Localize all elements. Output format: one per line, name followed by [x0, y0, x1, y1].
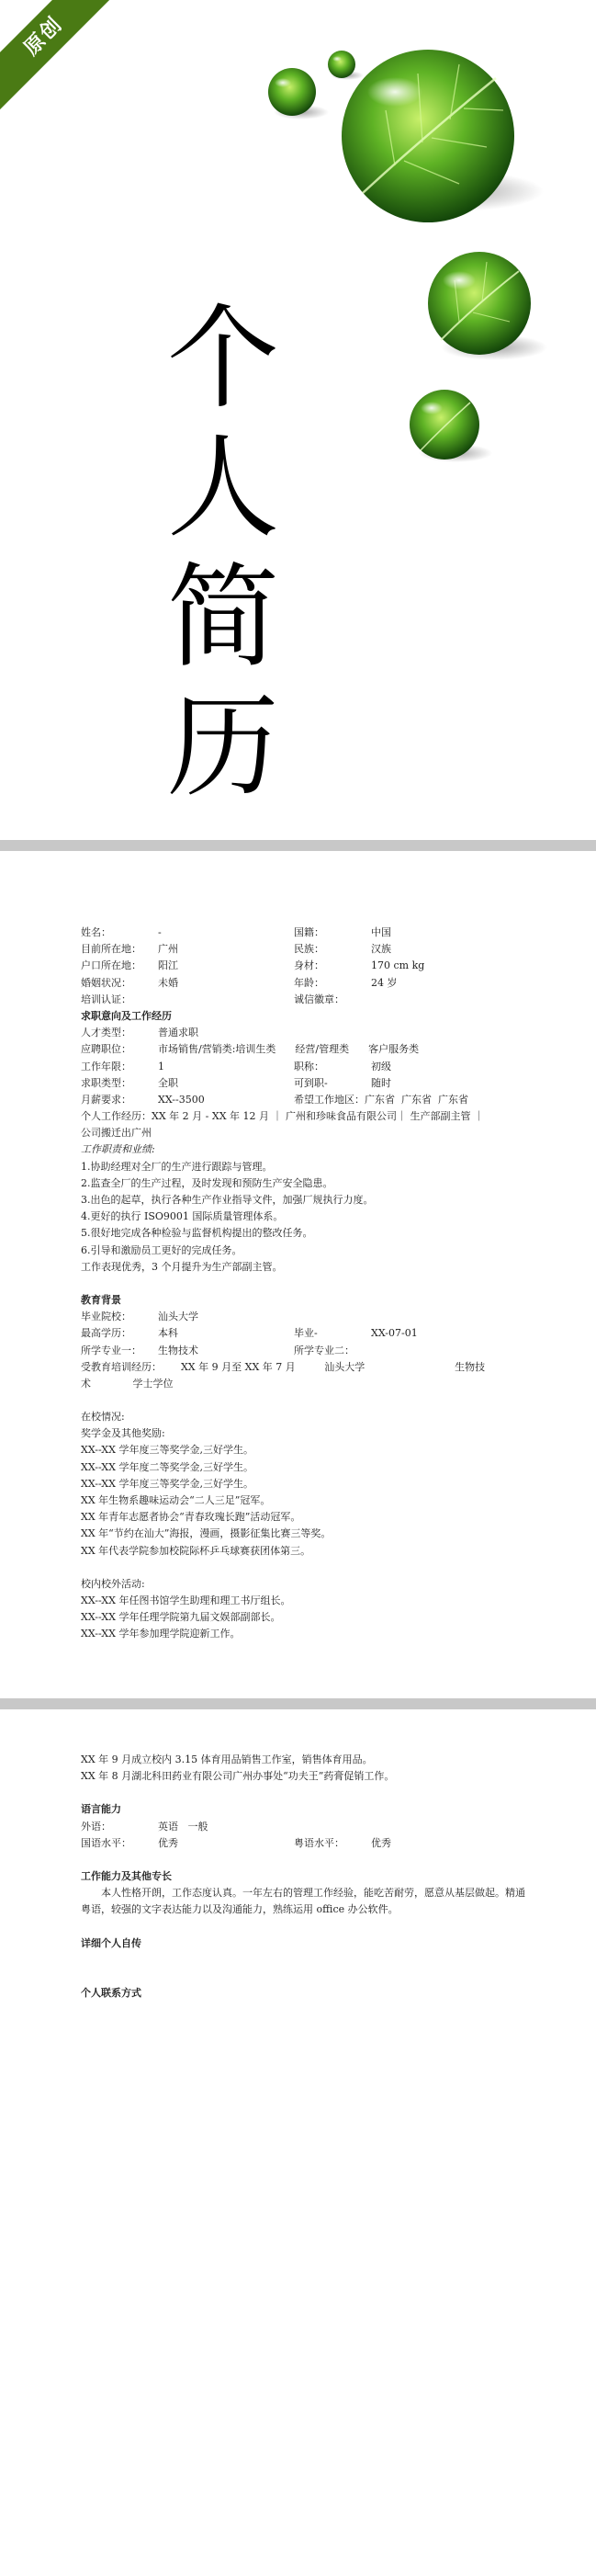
award-item: XX 年青年志愿者协会“青春玫瑰长跑”活动冠军。 [81, 1511, 301, 1524]
foreign-language-value: 英语 一般 [158, 1820, 208, 1833]
cover-page [0, 0, 596, 840]
duty-item: 2.监查全厂的生产过程，及时发现和预防生产安全隐患。 [81, 1176, 333, 1189]
small-leaf-drop [410, 390, 492, 462]
duty-item: 3.出色的起草，执行各种生产作业指导文件，加强厂规执行力度。 [81, 1194, 374, 1206]
job-kind-value: 全职 [158, 1076, 178, 1089]
area-label: 希望工作地区： [294, 1093, 365, 1106]
activity-item: XX--XX 学年参加理学院迎新工作。 [81, 1628, 241, 1640]
salary-label: 月薪要求： [81, 1093, 131, 1106]
info-row [81, 1041, 531, 1058]
title-label: 职称： [294, 1060, 324, 1072]
hukou-label: 户口所在地： [81, 959, 141, 972]
years-value: 1 [158, 1060, 164, 1072]
tiny-leaf-drop-right [328, 51, 364, 80]
school-value: 汕头大学 [158, 1311, 198, 1323]
large-leaf-drop [342, 50, 544, 222]
resume-page-3 [0, 1709, 596, 2576]
position-label: 应聘职位： [81, 1043, 131, 1056]
credit-label: 诚信徽章： [294, 993, 344, 1005]
duties-title: 工作职责和业绩: [81, 1143, 155, 1156]
mandarin-value: 优秀 [158, 1836, 178, 1849]
talent-type-value: 普通求职 [158, 1027, 198, 1039]
graduation-value: XX-07-01 [371, 1327, 418, 1340]
skills-text: 本人性格开朗，工作态度认真。一年左右的管理工作经验，能吃苦耐劳，愿意从基层做起。精通粤语，较强的文字表达能力以及沟通能力，熟练运用 office 办公软件。 [81, 1887, 525, 1916]
area-value: 广东省 广东省 广东省 [365, 1093, 468, 1106]
mandarin-label: 国语水平： [81, 1836, 131, 1849]
duty-item: 1.协助经理对全厂的生产进行跟踪与管理。 [81, 1160, 273, 1173]
degree-label: 最高学历： [81, 1327, 131, 1340]
education-training-line: 术 学士学位 [81, 1377, 174, 1390]
talent-type-label: 人才类型： [81, 1027, 131, 1039]
position-value: 市场销售/营销类:培训生类 经营/管理类 客户服务类 [158, 1043, 420, 1056]
info-row [81, 1309, 531, 1325]
award-item: XX 年“节约在汕大”海报，漫画，摄影征集比赛三等奖。 [81, 1527, 332, 1540]
school-label: 毕业院校： [81, 1311, 131, 1323]
info-row [81, 1025, 531, 1041]
resume-content [81, 925, 531, 1643]
duty-item: 5.很好地完成各种检验与监督机构提出的整改任务。 [81, 1227, 313, 1240]
info-row [81, 1819, 531, 1835]
ethnic-value: 汉族 [371, 943, 391, 956]
title-value: 初级 [371, 1060, 391, 1072]
major2-label: 所学专业二： [294, 1344, 354, 1356]
work-history-line: 个人工作经历：XX 年 2 月 - XX 年 12 月 ｜ 广州和珍味食品有限公司｜ 生产部副主管 ｜ [81, 1110, 484, 1123]
info-row [81, 925, 531, 941]
degree-value: 本科 [158, 1327, 178, 1340]
info-row [81, 1075, 531, 1092]
training-label: 培训认证： [81, 993, 131, 1005]
major1-value: 生物技术 [158, 1344, 198, 1356]
page-divider [0, 840, 596, 851]
age-label: 年龄： [294, 976, 324, 989]
experience-line: XX 年 8 月湖北科田药业有限公司广州办事处“功夫王”药膏促销工作。 [81, 1770, 395, 1783]
graduation-label: 毕业- [294, 1327, 318, 1340]
award-item: XX 年代表学院参加校院际杯乒乓球赛获团体第三。 [81, 1544, 311, 1557]
cover-title-char: 人 [167, 423, 279, 553]
cover-title [163, 294, 283, 812]
marital-value: 未婚 [158, 976, 178, 989]
info-row [81, 958, 531, 974]
info-row [81, 1059, 531, 1075]
duty-item: 4.更好的执行 ISO9001 国际质量管理体系。 [81, 1210, 284, 1223]
tiny-leaf-drop-left [268, 68, 329, 119]
activities-title: 校内校外活动: [81, 1577, 145, 1590]
age-value: 24 岁 [371, 976, 398, 989]
nation-label: 国籍： [294, 926, 324, 938]
nation-value: 中国 [371, 926, 391, 938]
original-badge: 原创 [0, 0, 123, 116]
experience-line: XX 年 9 月成立校内 3.15 体育用品销售工作室，销售体育用品。 [81, 1753, 373, 1765]
info-row [81, 1325, 531, 1342]
height-value: 170 cm kg [371, 959, 425, 972]
job-kind-label: 求职类型： [81, 1076, 131, 1089]
availability-value: 随时 [371, 1076, 391, 1089]
hukou-value: 阳江 [158, 959, 178, 972]
resume-page-2 [0, 851, 596, 1698]
awards-title: 奖学金及其他奖励: [81, 1427, 165, 1440]
work-history-line: 公司搬迁出广州 [81, 1127, 152, 1140]
skills-section-title: 工作能力及其他专长 [81, 1869, 172, 1882]
info-row [81, 1092, 531, 1108]
years-label: 工作年限： [81, 1060, 131, 1072]
cover-title-char: 历 [167, 682, 279, 812]
contact-section-title: 个人联系方式 [81, 1986, 141, 1999]
medium-leaf-drop [428, 252, 547, 360]
marital-label: 婚姻状况： [81, 976, 131, 989]
activity-item: XX--XX 学年任理学院第九届文娱部副部长。 [81, 1611, 281, 1624]
location-value: 广州 [158, 943, 178, 956]
info-row [81, 1835, 531, 1852]
duty-item: 工作表现优秀，3 个月提升为生产部副主管。 [81, 1260, 283, 1273]
resume-content-continued [81, 1752, 531, 2002]
award-item: XX 年生物系趣味运动会“二人三足”冠军。 [81, 1494, 271, 1506]
major1-label: 所学专业一： [81, 1344, 141, 1356]
info-row [81, 975, 531, 992]
language-section-title: 语言能力 [81, 1803, 121, 1816]
award-item: XX--XX 学年度三等奖学金,三好学生。 [81, 1477, 253, 1490]
autobiography-section-title: 详细个人自传 [81, 1936, 141, 1949]
cover-title-char: 简 [167, 552, 279, 683]
job-section-title: 求职意向及工作经历 [81, 1009, 172, 1022]
cantonese-label: 粤语水平： [294, 1836, 344, 1849]
name-label: 姓名： [81, 926, 111, 938]
education-section-title: 教育背景 [81, 1293, 121, 1306]
cantonese-value: 优秀 [371, 1836, 391, 1849]
page-divider [0, 1698, 596, 1709]
info-row [81, 1343, 531, 1359]
cover-title-char: 个 [167, 293, 279, 424]
foreign-language-label: 外语： [81, 1820, 111, 1833]
award-item: XX--XX 学年度二等奖学金,三好学生。 [81, 1460, 253, 1473]
award-item: XX--XX 学年度三等奖学金,三好学生。 [81, 1444, 253, 1457]
salary-value: XX--3500 [158, 1093, 205, 1106]
info-row [81, 941, 531, 958]
education-training-line: 受教育培训经历： XX 年 9 月至 XX 年 7 月 汕头大学 生物技 [81, 1360, 486, 1373]
activity-item: XX--XX 年任图书馆学生助理和理工书厅组长。 [81, 1594, 291, 1606]
height-label: 身材： [294, 959, 324, 972]
green-leaf-drops-illustration [0, 0, 596, 478]
info-row [81, 992, 531, 1008]
duty-item: 6.引导和激励员工更好的完成任务。 [81, 1243, 242, 1256]
availability-label: 可到职- [294, 1076, 328, 1089]
name-value: - [158, 926, 162, 938]
campus-title: 在校情况: [81, 1411, 125, 1424]
location-label: 目前所在地： [81, 943, 141, 956]
ethnic-label: 民族： [294, 943, 324, 956]
